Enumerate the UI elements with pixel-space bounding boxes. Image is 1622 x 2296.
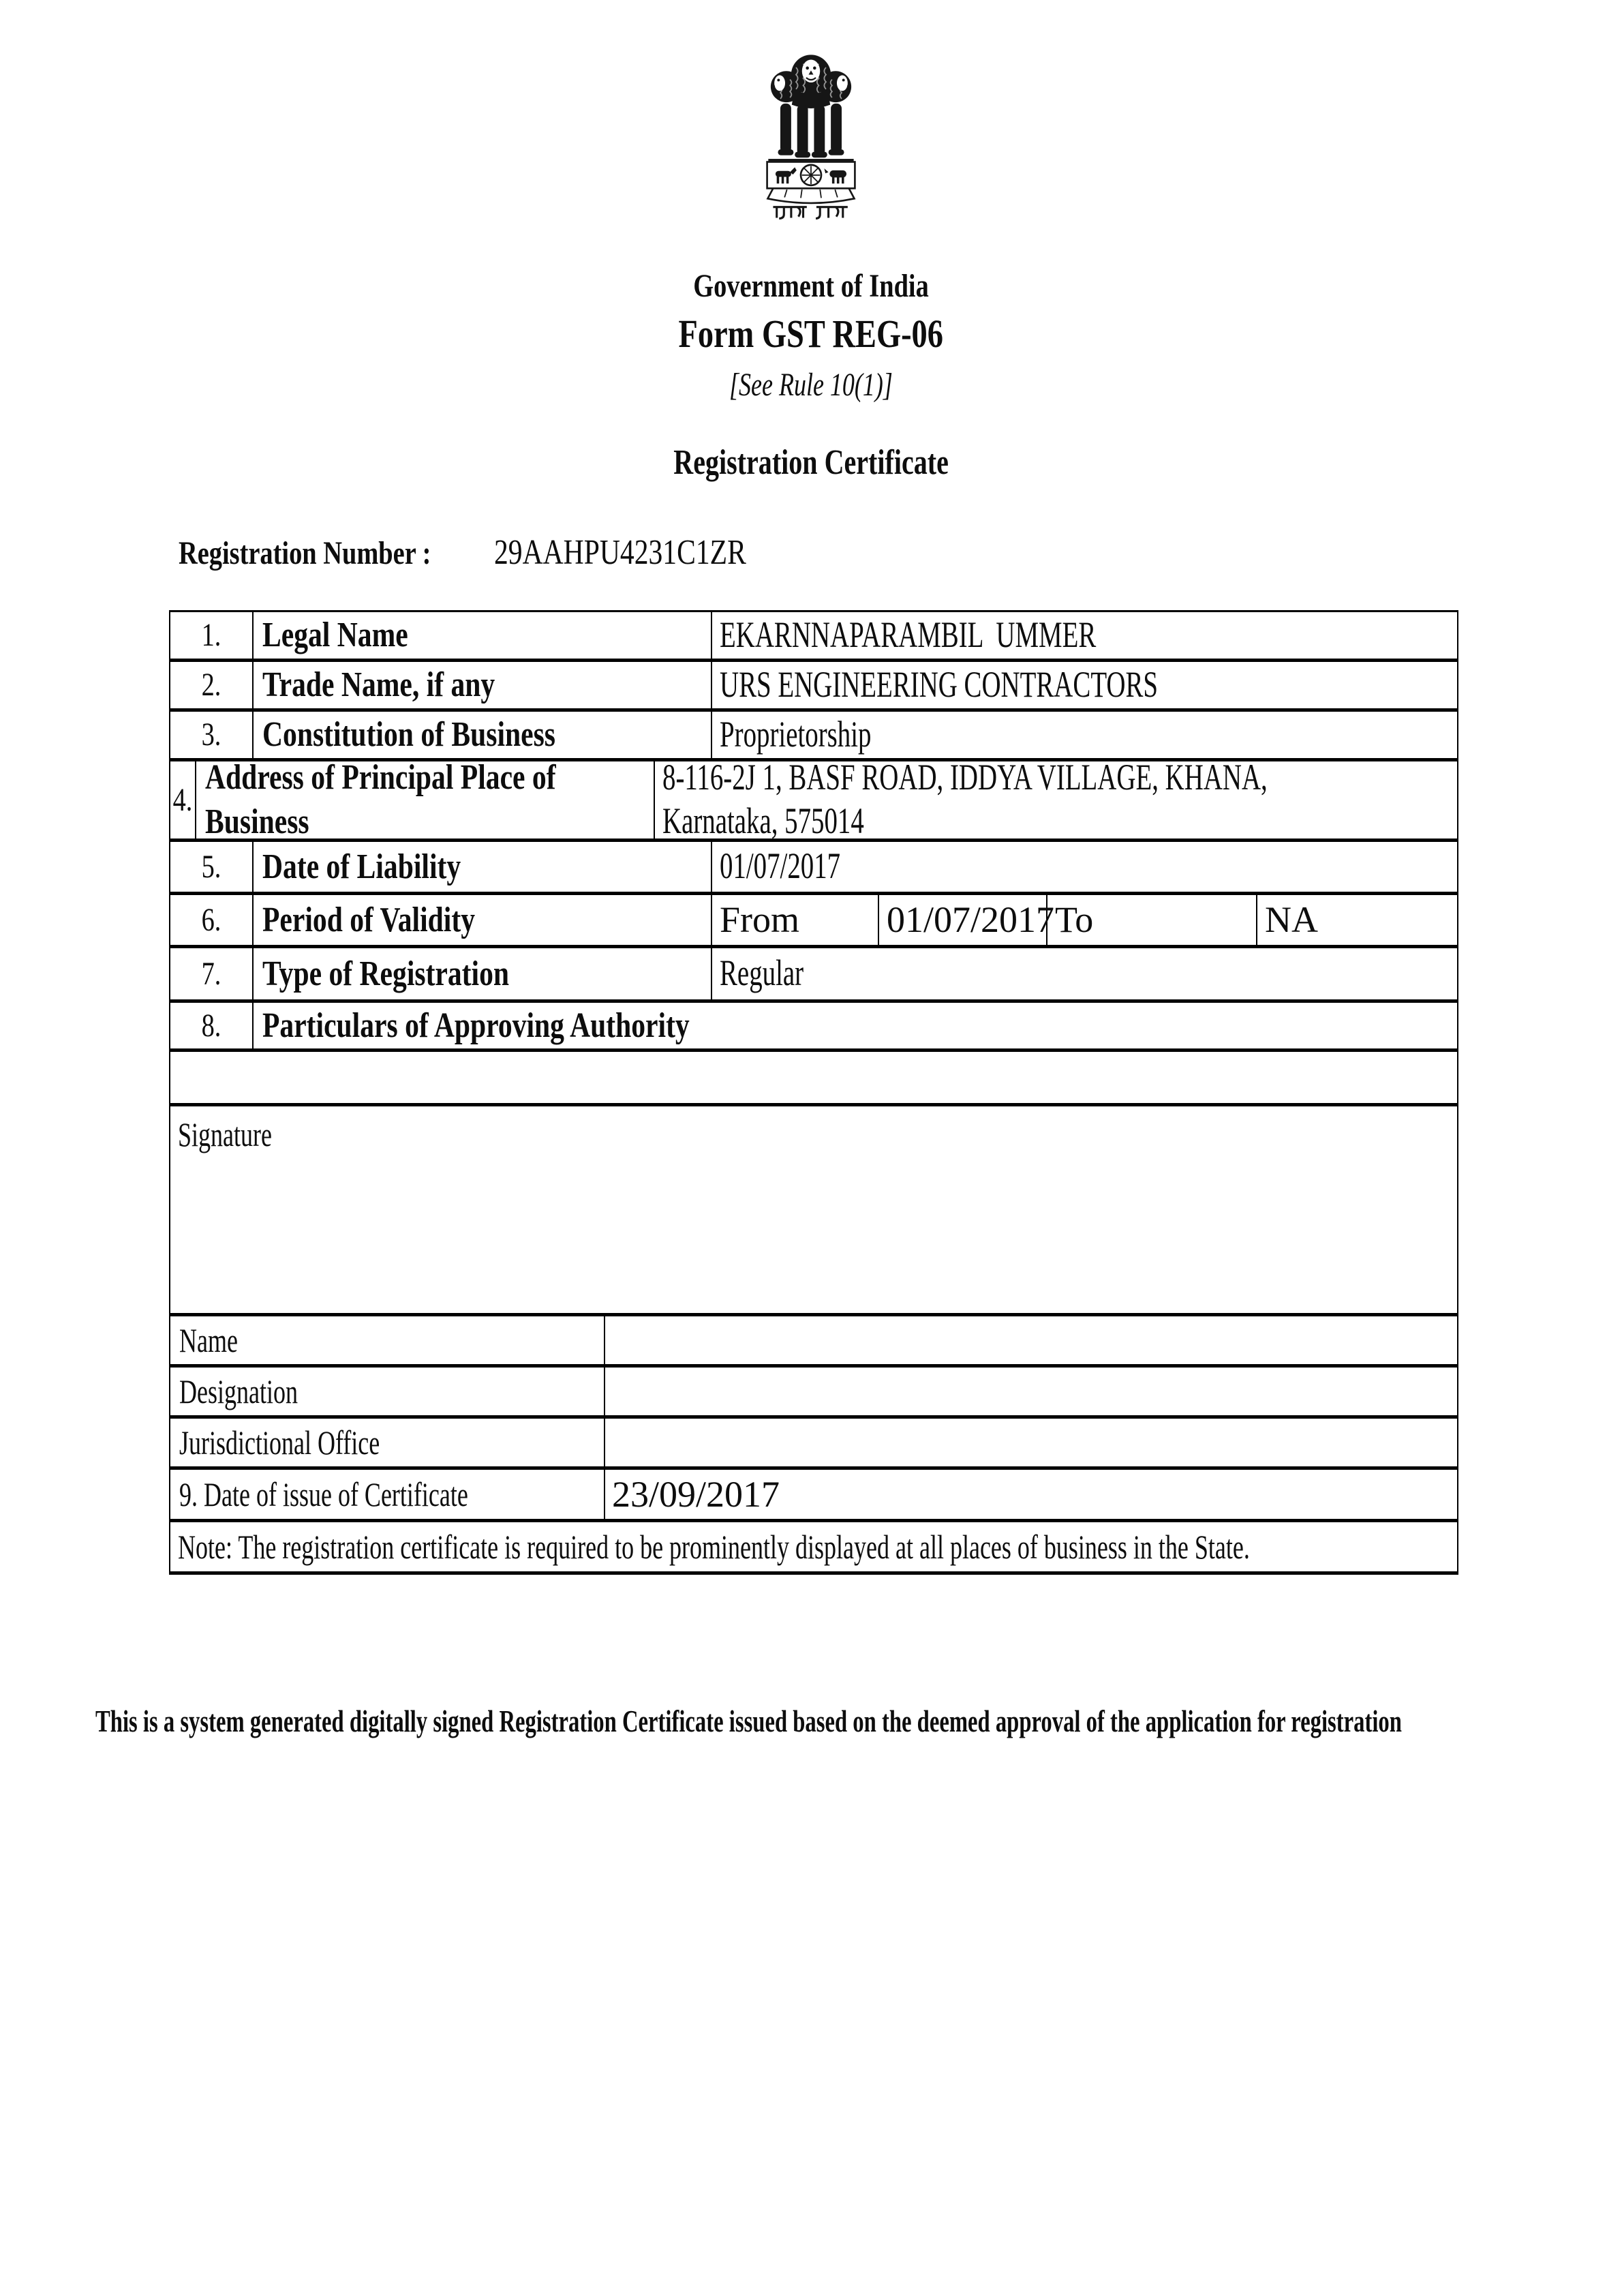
row-number: 2. (170, 662, 254, 708)
row-label: Date of Liability (254, 842, 712, 892)
row-label: Legal Name (254, 612, 712, 659)
table-row-address (170, 757, 1457, 842)
motto-text (862, 41, 863, 42)
row-number: 4. (170, 761, 196, 839)
row-value (605, 1368, 1457, 1415)
satyameva-jayate-motto (773, 207, 847, 219)
table-row-period-of-validity (170, 895, 1457, 948)
row-number: 1. (170, 612, 254, 659)
table-row-date-of-liability (170, 842, 1457, 895)
table-row-approving-authority (170, 1003, 1457, 1052)
government-title: Government of India (693, 268, 929, 304)
address-line-2: Karnataka, 575014 (662, 800, 864, 842)
certificate-table (169, 610, 1458, 1575)
row-number: 5. (170, 842, 254, 892)
table-row-empty (170, 1052, 1457, 1106)
row-label: Type of Registration (254, 948, 712, 999)
signature-box: Signature (178, 1115, 272, 1153)
row-value (605, 1316, 1457, 1364)
address-line-1: 8-116-2J 1, BASF ROAD, IDDYA VILLAGE, KHANA, (662, 757, 1268, 798)
row-value (605, 1419, 1457, 1466)
validity-from-value: 01/07/2017 (879, 895, 1047, 945)
row-value (655, 757, 1503, 842)
row-label: Name (170, 1316, 605, 1364)
row-label: Address of Principal Place of Business (196, 761, 655, 839)
validity-to-label: To (1047, 895, 1257, 945)
row-label: Particulars of Approving Authority (262, 1006, 690, 1045)
table-row-trade-name (170, 662, 1457, 712)
registration-number-value: 29AAHPU4231C1ZR (494, 533, 746, 573)
registration-number-label: Registration Number : (179, 535, 431, 572)
row-label: Designation (170, 1368, 605, 1415)
row-label: 9. Date of issue of Certificate (170, 1470, 605, 1519)
table-row-type-of-registration (170, 948, 1457, 1003)
table-row-designation (170, 1368, 1457, 1419)
row-number: 3. (170, 712, 254, 758)
table-row-date-of-issue (170, 1470, 1457, 1522)
table-row-constitution (170, 712, 1457, 761)
system-generated-statement: This is a system generated digitally signed Registration Certificate issued based on the deemed approval of the application for registration (95, 1703, 1402, 1738)
india-national-emblem-icon (760, 41, 862, 226)
row-label: Jurisdictional Office (170, 1419, 605, 1466)
row-value: EKARNNAPARAMBIL UMMER (720, 614, 1097, 655)
row-label: Constitution of Business (254, 712, 712, 758)
rule-reference: [See Rule 10(1)] (729, 367, 893, 404)
row-number: 6. (170, 895, 254, 945)
row-label: Period of Validity (254, 895, 712, 945)
row-value: 01/07/2017 (720, 845, 841, 887)
row-value: Regular (720, 952, 804, 994)
table-row-legal-name (170, 612, 1457, 662)
row-label: Trade Name, if any (254, 662, 712, 708)
emblem-container (0, 0, 1622, 230)
table-row-name (170, 1316, 1457, 1368)
note-cell: Note: The registration certificate is required to be prominently displayed at all places of business in the State. (178, 1527, 1250, 1566)
registration-number-line (179, 532, 1622, 574)
validity-from-label: From (712, 895, 879, 945)
row-number: 8. (170, 1003, 254, 1048)
certificate-title: Registration Certificate (673, 442, 949, 482)
row-value: Proprietorship (720, 713, 872, 755)
row-value: URS ENGINEERING CONTRACTORS (720, 663, 1159, 705)
table-row-signature (170, 1106, 1457, 1316)
table-row-note (170, 1522, 1457, 1571)
form-title: Form GST REG-06 (678, 311, 944, 356)
empty-cell (170, 1052, 1457, 1103)
table-row-jurisdictional-office (170, 1419, 1457, 1470)
row-value: 23/09/2017 (612, 1473, 780, 1515)
validity-to-value: NA (1265, 899, 1318, 941)
row-number: 7. (170, 948, 254, 999)
